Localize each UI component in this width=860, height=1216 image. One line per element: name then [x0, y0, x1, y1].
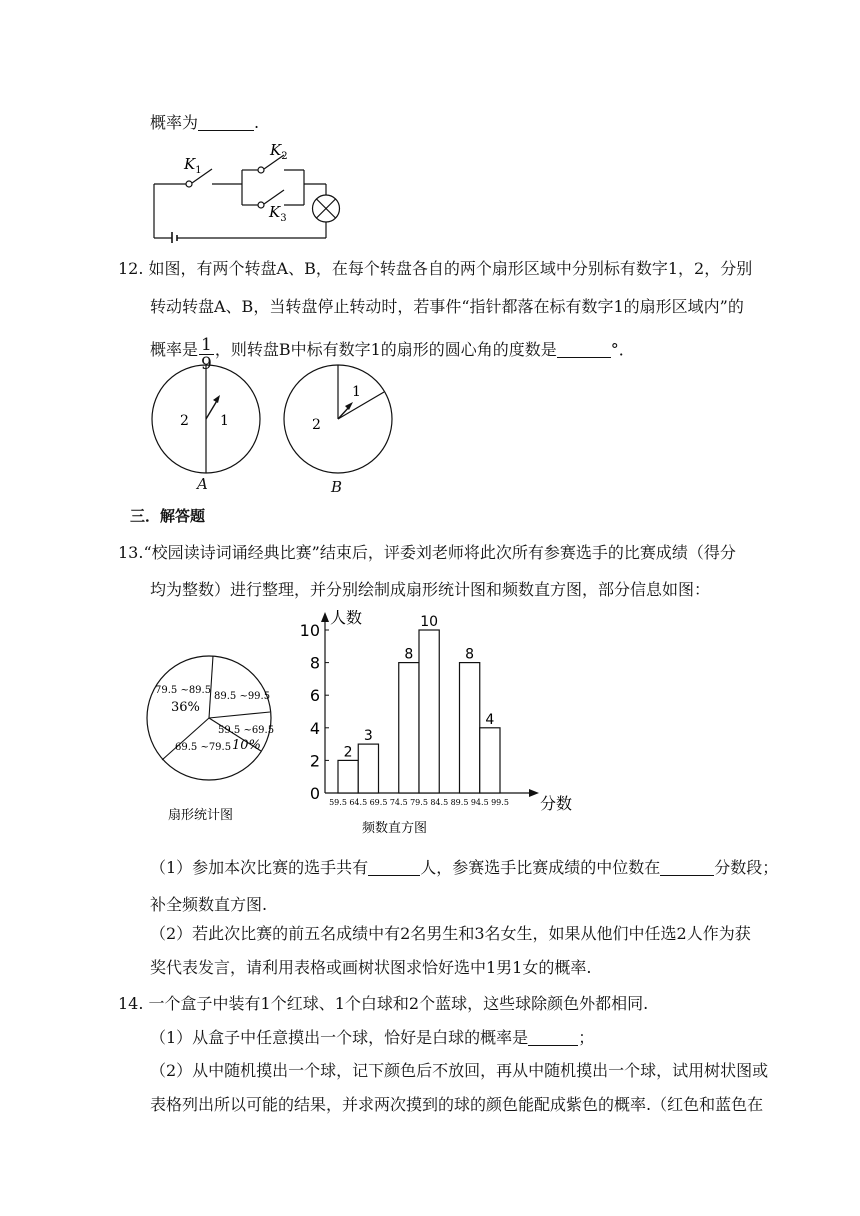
switch-k2-label: $K_2$ [270, 143, 288, 162]
q13-part1 [150, 858, 778, 878]
bar-value-label: 10 [420, 614, 439, 630]
q13-part1-text: 人，参赛选手比赛成绩的中位数在 [420, 858, 661, 877]
x-axis-label: 分数 [540, 794, 573, 813]
q14-part1-text: ； [578, 1028, 595, 1047]
q14-part2-line2: 表格列出所以可能的结果，并求两次摸到的球的颜色能配成紫色的概率.（红色和蓝色在 [150, 1095, 764, 1114]
q14-part1 [150, 1028, 594, 1048]
top-line [150, 113, 259, 133]
bar-value-label: 8 [404, 646, 414, 663]
x-tick-label: 69.5 [369, 798, 388, 807]
x-tick-label: 89.5 [450, 798, 469, 807]
pie-seg-59-69-label: 59.5 ~69.5 [218, 725, 275, 736]
y-tick-label: 4 [309, 718, 320, 738]
y-tick-label: 10 [300, 621, 320, 640]
answer-blank[interactable] [660, 859, 714, 876]
question-number: 13. [118, 543, 144, 562]
answer-blank[interactable] [368, 859, 420, 876]
q12-text: ，则转盘B中标有数字1的扇形的圆心角的度数是 [214, 340, 557, 359]
fraction-numerator: 1 [201, 335, 212, 355]
pie-seg-79-89-label: 79.5 ~89.5 [155, 685, 212, 696]
spinner-a-label-1: 1 [220, 413, 229, 429]
histogram-bar [358, 744, 378, 793]
histogram-bar [419, 630, 439, 793]
histogram-chart [300, 610, 590, 835]
x-tick-label: 59.5 [329, 798, 347, 807]
bar-value-label: 4 [485, 711, 495, 728]
y-axis-label: 人数 [330, 610, 363, 627]
q12-line1 [118, 259, 752, 279]
section-title: 三．解答题 [130, 507, 206, 525]
answer-blank[interactable] [198, 114, 254, 131]
q13-part1-line2: 补全频数直方图. [150, 895, 268, 914]
spinner-a-label-2: 2 [180, 413, 189, 429]
q13-part2-line2: 奖代表发言，请利用表格或画树状图求恰好选中1男1女的概率. [150, 958, 592, 977]
switch-k3-label: $K_3$ [269, 203, 287, 224]
x-tick-label: 64.5 [349, 798, 368, 807]
spinner-b-caption: B [331, 478, 343, 496]
pie-seg-79-89-pct: 36% [171, 700, 200, 715]
histogram-bar [480, 728, 500, 793]
pie-chart [146, 655, 276, 855]
q12-text: 如图，有两个转盘A、B，在每个转盘各自的两个扇形区域中分别标有数字1，2，分别 [148, 259, 753, 278]
spinner-b-label-1: 1 [352, 384, 361, 400]
top-line-text: 概率为 [150, 113, 199, 132]
spinner-a-caption: A [197, 475, 208, 493]
bar-value-label: 8 [465, 646, 475, 663]
q13-part1-text: （1）参加本次比赛的选手共有 [150, 858, 369, 877]
question-number: 12. [118, 259, 144, 278]
switch-k1-label: $K_1$ [184, 155, 202, 176]
question-number: 14. [118, 994, 144, 1013]
q14-line1 [118, 994, 648, 1014]
answer-blank[interactable] [557, 341, 611, 358]
q12-line2: 转动转盘A、B，当转盘停止转动时，若事件“指针都落在标有数字1的扇形区域内”的 [150, 297, 744, 316]
histogram-bar [399, 663, 419, 793]
x-tick-label: 79.5 [410, 798, 428, 807]
fraction-denominator: 9 [201, 354, 212, 374]
bar-value-label: 2 [343, 744, 353, 761]
pie-seg-69-79-label: 69.5 ~79.5 [175, 742, 232, 753]
histogram-bar [338, 760, 358, 793]
spinner-b-label-2: 2 [312, 417, 321, 433]
x-tick-label: 94.5 [470, 798, 489, 807]
y-tick-label: 8 [309, 653, 320, 673]
x-tick-label: 99.5 [491, 798, 509, 807]
pie-seg-59-69-pct: 10% [232, 738, 261, 753]
q13-part1-text: 分数段； [714, 858, 779, 877]
q14-part2-line1: （2）从中随机摸出一个球，记下颜色后不放回，再从中随机摸出一个球，试用树状图或 [150, 1061, 769, 1080]
answer-blank[interactable] [528, 1029, 578, 1046]
q14-part1-text: （1）从盒子中任意摸出一个球，恰好是白球的概率是 [150, 1028, 529, 1047]
spinner-a [146, 362, 266, 492]
spinner-b [278, 362, 398, 492]
x-tick-label: 84.5 [430, 798, 449, 807]
q13-line2: 均为整数）进行整理，并分别绘制成扇形统计图和频数直方图，部分信息如图： [150, 580, 711, 599]
q12-text: 概率是 [150, 340, 199, 359]
top-line-end: . [254, 113, 260, 132]
bar-value-label: 3 [363, 728, 373, 745]
q12-text-end: °． [610, 340, 635, 359]
pie-caption: 扇形统计图 [168, 808, 234, 823]
pie-seg-89-99-label: 89.5 ~99.5 [214, 691, 271, 702]
circuit-diagram [148, 143, 348, 243]
q13-text: “校园读诗词诵经典比赛”结束后，评委刘老师将此次所有参赛选手的比赛成绩（得分 [143, 543, 736, 562]
q13-part2-line1: （2）若此次比赛的前五名成绩中有2名男生和3名女生，如果从他们中任选2人作为获 [150, 924, 751, 943]
y-tick-label: 6 [309, 686, 320, 706]
x-tick-label: 74.5 [389, 798, 408, 807]
y-tick-label: 0 [309, 784, 320, 803]
q13-line1 [118, 543, 736, 563]
q14-text: 一个盒子中装有1个红球、1个白球和2个蓝球，这些球除颜色外都相同. [148, 994, 649, 1013]
histogram-bar [460, 663, 480, 793]
histogram-caption: 频数直方图 [362, 821, 428, 835]
y-tick-label: 2 [309, 751, 320, 771]
